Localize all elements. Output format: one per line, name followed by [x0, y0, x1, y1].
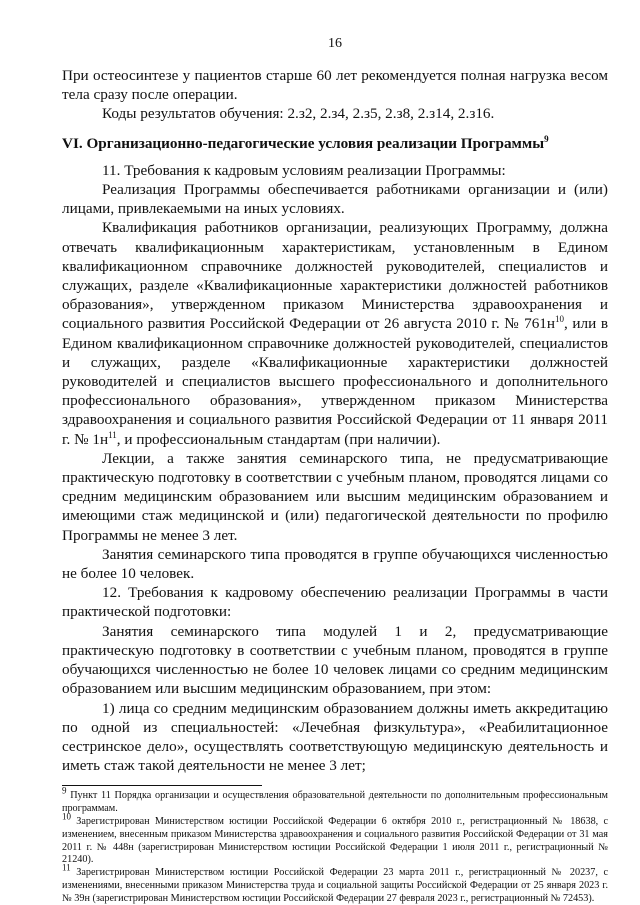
footnote-number-9: 9: [62, 785, 67, 796]
paragraph-lectures: Лекции, а также занятия семинарского типа, не предусматривающие практическую подготовку в соответствии с учебным планом, проводятся лицами со средним медицинским образованием или высшим медицинским образованием и имеющими стаж медицинской и (или) педагогической деятельности по профилю Программы не менее 3 лет.: [62, 449, 608, 544]
footnote-10: [62, 811, 608, 867]
paragraph-seminar-group: Занятия семинарского типа проводятся в группе обучающихся численностью не более 10 человек.: [62, 545, 608, 583]
footnote-text-9: Пункт 11 Порядка организации и осуществления образовательной деятельности по дополнительным профессиональным программам.: [62, 790, 608, 815]
page-number: 16: [328, 36, 342, 51]
section-heading-text: VI. Организационно-педагогические условия реализации Программы: [62, 134, 545, 152]
paragraph-practical-requirements: 12. Требования к кадровому обеспечению реализации Программы в части практической подготовки:: [62, 584, 608, 621]
footnote-divider: [62, 785, 262, 786]
qualification-text-c: , и профессиональным стандартам (при наличии).: [116, 430, 441, 448]
footnote-ref-10: 10: [555, 314, 565, 325]
main-text: [62, 66, 608, 775]
footnote-text-10: Зарегистрирован Министерством юстиции Российской Федерации 6 октября 2010 г., регистрационный № 18638, с изменением, внесенным приказом Министерства здравоохранения и социального развития Российской Федерации от 31 мая 2011 г. № 448н (зарегистрирован Министерством юстиции Российской Федерации 1 июля 2011 г., регистрационный № 21240).: [62, 815, 608, 866]
footnote-ref-11: 11: [108, 429, 117, 440]
paragraph-secondary-education: 1) лица со средним медицинским образованием должны иметь аккредитацию по одной из специальностей: «Лечебная физкультура», «Реабилитационное сестринское дело», осуществлять соответствующую медицинскую деятельность и иметь стаж такой деятельности не менее 3 лет;: [62, 699, 608, 775]
qualification-text-b: , или в Едином квалификационном справочнике должностей руководителей, специалистов и служащих, разделе «Квалификационные характеристики должностей руководителей и специалистов высшего профессионального и дополнительного профессионального образования», утвержденном приказом Министерства здравоохранения и социального развития Российской Федерации от 11 января 2011 г. № 1н: [62, 315, 608, 448]
footnote-text-11: Зарегистрирован Министерством юстиции Российской Федерации 23 марта 2011 г., регистрационный № 20237, с изменениями, внесенными приказом Министерства труда и социальной защиты Российской Федерации от 25 января 2023 г. № 39н (зарегистрирован Министерством юстиции Российской Федерации 27 февраля 2023 г., регистрационный № 72453).: [62, 867, 608, 904]
paragraph-implementation: Реализация Программы обеспечивается работниками организации и (или) лицами, привлекаемыми на иных условиях.: [62, 181, 608, 218]
footnote-number-10: 10: [62, 811, 71, 822]
footnote-number-11: 11: [62, 862, 71, 873]
paragraph-osteosynthesis: При остеосинтезе у пациентов старше 60 лет рекомендуется полная нагрузка весом тела сразу после операции.: [62, 67, 608, 104]
paragraph-learning-codes: Коды результатов обучения: 2.з2, 2.з4, 2.з5, 2.з8, 2.з14, 2.з16.: [102, 105, 495, 123]
footnote-ref-9: 9: [544, 133, 549, 144]
paragraph-seminar-modules: Занятия семинарского типа модулей 1 и 2, предусматривающие практическую подготовку в соответствии с учебным планом, проводятся в группе обучающихся численностью не более 10 человек лицами со средним медицинским образованием или высшим медицинским образованием, при этом:: [62, 622, 608, 698]
footnotes: [62, 785, 608, 905]
paragraph-staff-requirements: 11. Требования к кадровым условиям реализации Программы:: [102, 161, 506, 179]
section-heading: [62, 134, 608, 153]
footnote-11: [62, 862, 608, 905]
footnote-9: [62, 785, 608, 816]
qualification-text-a: Квалификация работников организации, реализующих Программу, должна отвечать квалификационным характеристикам, установленным в Едином квалификационном справочнике должностей руководителей, специалистов и служащих, разделе «Квалификационные характеристики должностей работников образования», утвержденном приказом Министерства здравоохранения и социального развития Российской Федерации от 26 августа 2010 г. № 761н: [62, 219, 608, 333]
paragraph-qualification: [62, 218, 608, 448]
